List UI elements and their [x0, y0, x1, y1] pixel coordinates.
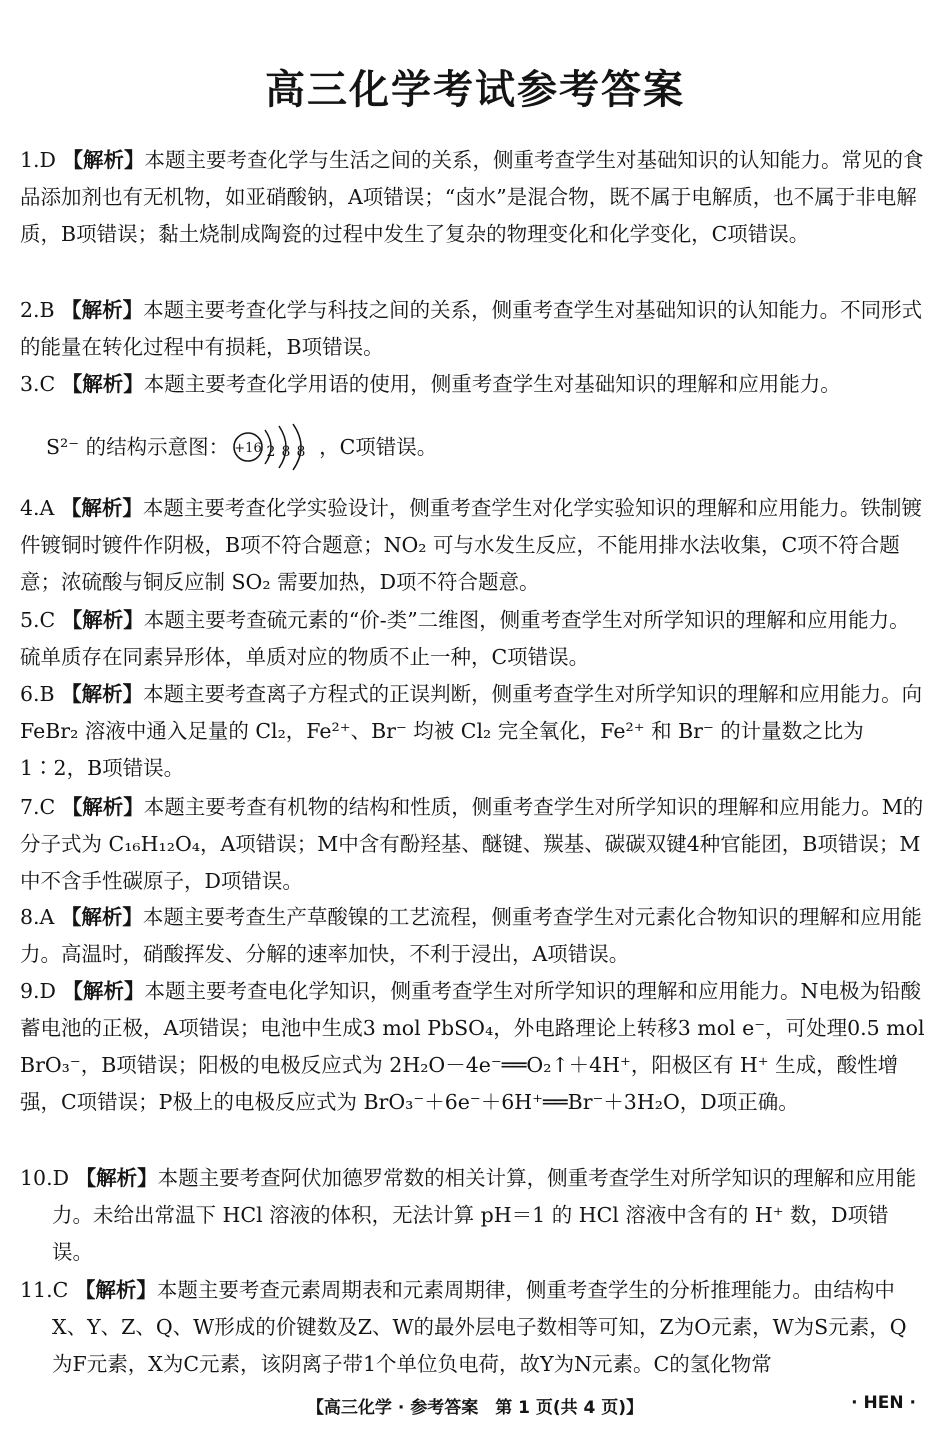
answer-11: [20, 1272, 925, 1383]
sulfide-ion-diagram: [46, 422, 926, 472]
answer-text: 本题主要考查化学与科技之间的关系，侧重考查学生对基础知识的认知能力。不同形式的能量在转化过程中有损耗，B项错误。: [20, 298, 923, 359]
shell-electrons-3: 8: [296, 444, 306, 460]
answer-number: 5.C: [20, 608, 56, 632]
answer-3: [20, 366, 925, 403]
answer-text: 本题主要考查化学用语的使用，侧重考查学生对基础知识的理解和应用能力。: [143, 372, 841, 396]
page-title: 高三化学考试参考答案: [265, 67, 685, 113]
answer-text: 本题主要考查阿伏加德罗常数的相关计算，侧重考查学生对所学知识的理解和应用能力。未给出常温下 HCl 溶液的体积，无法计算 pH＝1 的 HCl 溶液中含有的 H⁺ 数，D项错误。: [52, 1166, 917, 1264]
answer-4: [20, 490, 925, 601]
answer-1: [20, 142, 925, 253]
answer-text: 本题主要考查离子方程式的正误判断，侧重考查学生对所学知识的理解和应用能力。向 FeBr₂ 溶液中通入足量的 Cl₂，Fe²⁺、Br⁻ 均被 Cl₂ 完全氧化，Fe²⁺ 和 Br⁻ 的计量数之比为1∶2，B项错误。: [20, 682, 923, 780]
answer-6: [20, 676, 925, 787]
analysis-tag: 【解析】: [61, 298, 144, 322]
answer-7: [20, 789, 925, 900]
shell-electrons-1: 2: [266, 444, 276, 460]
answer-text: 本题主要考查生产草酸镍的工艺流程，侧重考查学生对元素化合物知识的理解和应用能力。高温时，硝酸挥发、分解的速率加快，不利于浸出，A项错误。: [20, 905, 922, 966]
answer-number: 6.B: [20, 682, 55, 706]
analysis-tag: 【解析】: [60, 905, 143, 929]
diagram-suffix: ，C项错误。: [319, 435, 438, 459]
diagram-prefix: S²⁻ 的结构示意图：: [46, 435, 230, 459]
analysis-tag: 【解析】: [62, 979, 145, 1003]
answer-number: 10.D: [20, 1166, 70, 1190]
shell-electrons-2: 8: [281, 444, 291, 460]
nucleus-charge: +16: [234, 441, 262, 456]
answer-10: [20, 1160, 925, 1271]
answer-text: 本题主要考查化学与生活之间的关系，侧重考查学生对基础知识的认知能力。常见的食品添加剂也有无机物，如亚硝酸钠，A项错误；“卤水”是混合物，既不属于电解质，也不属于非电解质，B项错误；黏土烧制成陶瓷的过程中发生了复杂的物理变化和化学变化，C项错误。: [20, 148, 924, 246]
answer-text: 本题主要考查有机物的结构和性质，侧重考查学生对所学知识的理解和应用能力。M的分子式为 C₁₆H₁₂O₄，A项错误；M中含有酚羟基、醚键、羰基、碳碳双键4种官能团，B项错误；M中不含手性碳原子，D项错误。: [20, 795, 924, 893]
answer-number: 2.B: [20, 298, 55, 322]
answer-number: 11.C: [20, 1278, 69, 1302]
answer-number: 3.C: [20, 372, 56, 396]
analysis-tag: 【解析】: [75, 1166, 158, 1190]
analysis-tag: 【解析】: [61, 682, 144, 706]
answer-number: 8.A: [20, 905, 55, 929]
answer-5: [20, 602, 925, 676]
footer-page-info: 【高三化学 · 参考答案 第 1 页(共 4 页)】: [306, 1398, 644, 1418]
footer-code: · HEN ·: [851, 1393, 916, 1413]
answer-number: 9.D: [20, 979, 56, 1003]
answer-number: 4.A: [20, 496, 55, 520]
answer-number: 7.C: [20, 795, 56, 819]
page-footer: [0, 1393, 950, 1423]
analysis-tag: 【解析】: [61, 795, 144, 819]
analysis-tag: 【解析】: [74, 1278, 157, 1302]
answer-2: [20, 292, 925, 366]
answer-text: 本题主要考查硫元素的“价-类”二维图，侧重考查学生对所学知识的理解和应用能力。硫单质存在同素异形体，单质对应的物质不止一种，C项错误。: [20, 608, 910, 669]
answer-8: [20, 899, 925, 973]
analysis-tag: 【解析】: [61, 608, 144, 632]
analysis-tag: 【解析】: [60, 496, 143, 520]
analysis-tag: 【解析】: [62, 148, 145, 172]
answer-number: 1.D: [20, 148, 56, 172]
analysis-tag: 【解析】: [61, 372, 144, 396]
answer-text: 本题主要考查元素周期表和元素周期律，侧重考查学生的分析推理能力。由结构中X、Y、Z、Q、W形成的价键数及Z、W的最外层电子数相等可知，Z为O元素，W为S元素，Q为F元素，X为C元素，该阴离子带1个单位负电荷，故Y为N元素。C的氢化物常: [52, 1278, 907, 1376]
answer-text: 本题主要考查电化学知识，侧重考查学生对所学知识的理解和应用能力。N电极为铅酸蓄电池的正极，A项错误；电池中生成3 mol PbSO₄，外电路理论上转移3 mol e⁻，可处理0.5 mol BrO₃⁻，B项错误；阳极的电极反应式为 2H₂O－4e⁻══O₂↑＋4H⁺，阳极区有 H⁺ 生成，酸性增强，C项错误；P极上的电极反应式为 BrO₃⁻＋6e⁻＋6H⁺══Br⁻＋3H₂O，D项正确。: [20, 979, 925, 1114]
answer-9: [20, 973, 925, 1121]
atom-structure-diagram: [231, 422, 317, 472]
answer-text: 本题主要考查化学实验设计，侧重考查学生对化学实验知识的理解和应用能力。铁制镀件镀铜时镀件作阴极，B项不符合题意；NO₂ 可与水发生反应，不能用排水法收集，C项不符合题意；浓硫酸与铜反应制 SO₂ 需要加热，D项不符合题意。: [20, 496, 922, 594]
